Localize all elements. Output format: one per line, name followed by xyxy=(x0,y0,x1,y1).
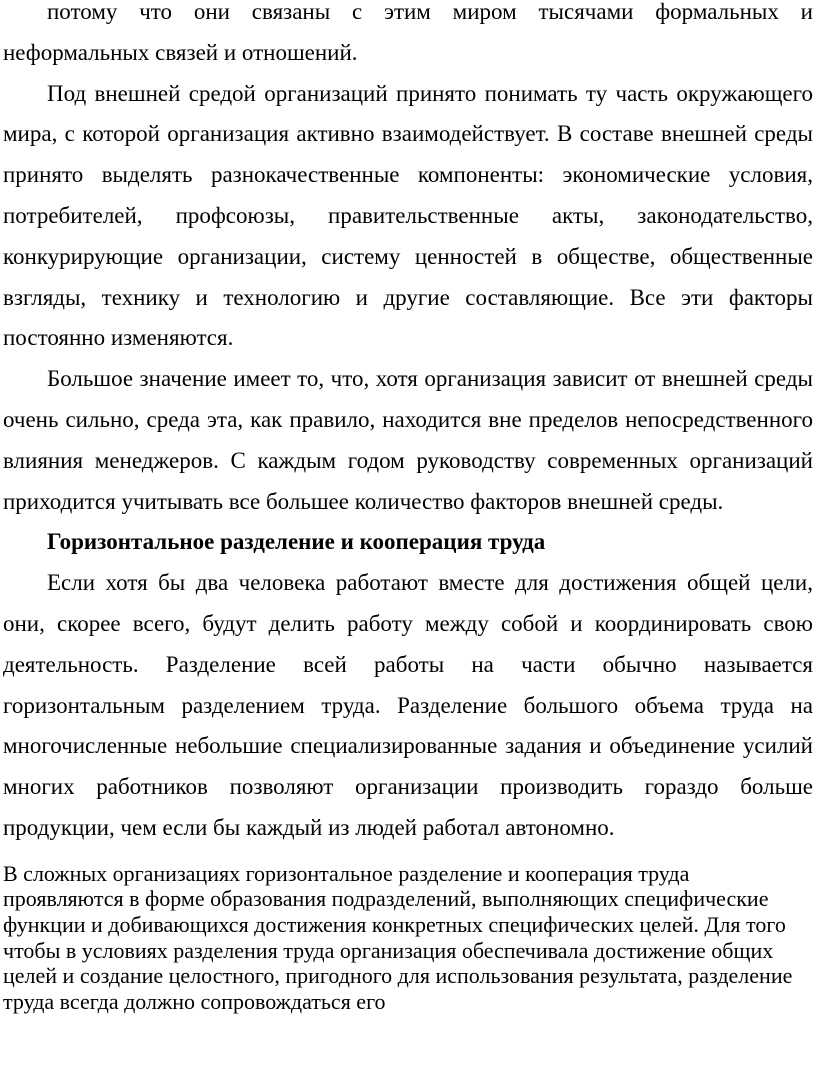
paragraph-division-of-labor: Если хотя бы два человека работают вместе для достижения общей цели, они, скорее всего, будут делить работу между собой и координировать свою деятельность. Разделение всей работы на части обычно называется горизонтальным разделением труда. Разделение большого объема труда на многочисленные небольшие специализированные задания и объединение усилий многих работников позволяют организации производить гораздо больше продукции, чем если бы каждый из людей работал автономно. xyxy=(3,570,813,840)
paragraph-complex-organizations: В сложных организациях горизонтальное разделение и кооперация труда проявляются в форме образования подразделений, выполняющих специфические функции и добивающихся достижения конкретных специфических целей. Для того чтобы в условиях разделения труда организация обеспечивала достижение общих целей и создание целостного, пригодного для использования результата, разделение труда всегда должно сопровождаться его xyxy=(3,860,793,1014)
paragraph-continuation: потому что они связаны с этим миром тысячами формальных и неформальных связей и отношений. xyxy=(3,0,813,65)
paragraph-external-environment: Под внешней средой организаций принято понимать ту часть окружающего мира, с которой организация активно взаимодействует. В составе внешней среды принято выделять разнокачественные компоненты: экономические условия, потребителей, профсоюзы, правительственные акты, законодательство, конкурирующие организации, систему ценностей в обществе, общественные взгляды, технику и технологию и другие составляющие. Все эти факторы постоянно изменяются. xyxy=(3,80,813,351)
section-heading: Горизонтальное разделение и кооперация труда xyxy=(47,529,546,555)
paragraph-environment-influence: Большое значение имеет то, что, хотя организация зависит от внешней среды очень сильно, среда эта, как правило, находится вне пределов непосредственного влияния менеджеров. С каждым годом руководству современных организаций приходится учитывать все большее количество факторов внешней среды. xyxy=(3,366,813,514)
